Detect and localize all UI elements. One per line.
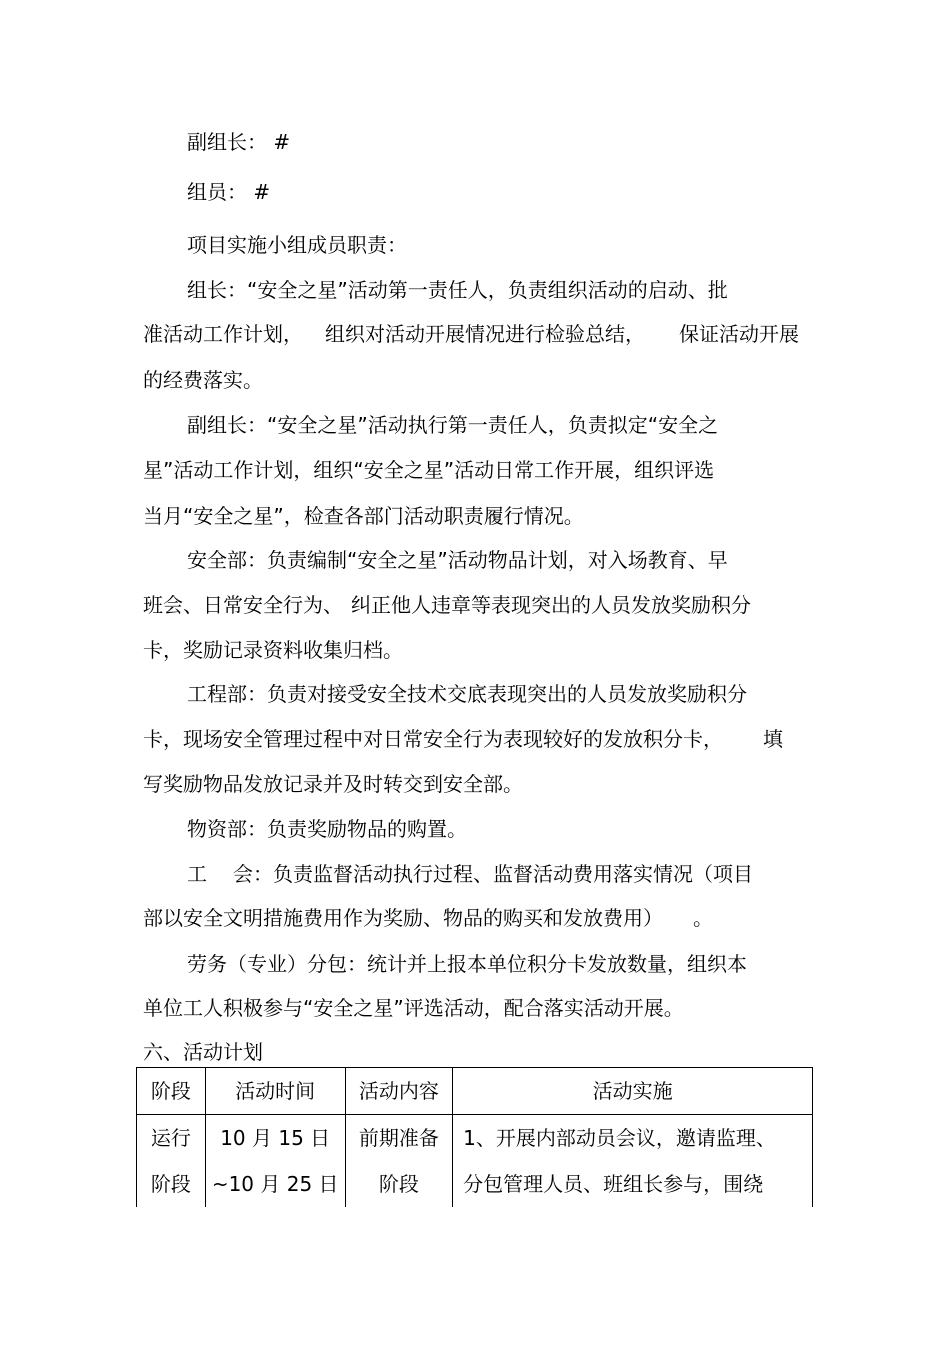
cell-time [205, 1115, 345, 1208]
header-implement: 活动实施 [453, 1068, 813, 1115]
table-row [137, 1115, 813, 1208]
union-duty-line-1-part-1: 工 [187, 862, 207, 886]
cell-stage [137, 1115, 206, 1208]
cell-content-line-2: 阶段 [378, 1172, 419, 1196]
leader-duty-line-2 [143, 320, 799, 348]
materials-duty-line: 物资部：负责奖励物品的购置。 [187, 817, 467, 841]
engineering-duty-line-3: 写奖励物品发放记录并及时转交到安全部。 [143, 772, 523, 796]
leader-duty-line-3: 的经费落实。 [143, 368, 263, 392]
cell-implement-line-2: 分包管理人员、班组长参与，围绕 [463, 1172, 764, 1196]
header-stage: 阶段 [137, 1068, 206, 1115]
engineering-duty-line-2-part-1: 卡，现场安全管理过程中对日常安全行为表现较好的发放积分卡， [143, 727, 723, 751]
duties-title: 项目实施小组成员职责： [187, 233, 407, 257]
deputy-duty-line-1: 副组长：“安全之星”活动执行第一责任人，负责拟定“安全之 [187, 413, 719, 437]
labor-duty-line-2: 单位工人积极参与“安全之星”评选活动，配合落实活动开展。 [143, 996, 684, 1020]
cell-implement [453, 1115, 813, 1208]
union-duty-line-1 [187, 860, 753, 888]
union-duty-line-2-part-1: 部以安全文明措施费用作为奖励、物品的购买和发放费用） [143, 906, 663, 930]
leader-duty-line-2-part-3: 保证活动开展 [679, 322, 799, 346]
cell-content [345, 1115, 453, 1208]
cell-implement-line-1: 1、开展内部动员会议，邀请监理、 [463, 1126, 776, 1150]
union-duty-line-2-part-2: 。 [693, 906, 713, 930]
deputy-leader-line: 副组长： # [187, 130, 291, 154]
members-line: 组员： # [187, 180, 271, 204]
deputy-duty-line-2: 星”活动工作计划，组织“安全之星”活动日常工作开展，组织评选 [143, 458, 715, 482]
engineering-duty-line-2 [143, 725, 783, 753]
engineering-duty-line-2-part-2: 填 [763, 727, 783, 751]
safety-duty-line-2-part-2: 纠正他人违章等表现突出的人员发放奖励积分 [351, 593, 751, 617]
section-title: 六、活动计划 [143, 1040, 263, 1064]
cell-stage-line-1: 运行 [150, 1126, 191, 1150]
safety-duty-line-2 [143, 591, 751, 619]
header-content: 活动内容 [345, 1068, 453, 1115]
cell-content-line-1: 前期准备 [358, 1126, 439, 1150]
header-time: 活动时间 [205, 1068, 345, 1115]
leader-duty-line-1: 组长：“安全之星”活动第一责任人，负责组织活动的启动、批 [187, 278, 728, 302]
deputy-duty-line-3: 当月“安全之星”，检查各部门活动职责履行情况。 [143, 504, 584, 528]
cell-time-line-1: 10 月 15 日 [220, 1126, 331, 1150]
table-header-row [137, 1068, 813, 1115]
safety-duty-line-1: 安全部：负责编制“安全之星”活动物品计划，对入场教育、早 [187, 548, 728, 572]
leader-duty-line-2-part-2: 组织对活动开展情况进行检验总结， [325, 322, 645, 346]
activity-plan-table [136, 1067, 813, 1207]
safety-duty-line-3: 卡，奖励记录资料收集归档。 [143, 638, 403, 662]
engineering-duty-line-1: 工程部：负责对接受安全技术交底表现突出的人员发放奖励积分 [187, 682, 747, 706]
labor-duty-line-1: 劳务（专业）分包：统计并上报本单位积分卡发放数量，组织本 [187, 952, 747, 976]
safety-duty-line-2-part-1: 班会、日常安全行为、 [143, 593, 343, 617]
cell-stage-line-2: 阶段 [150, 1172, 191, 1196]
leader-duty-line-2-part-1: 准活动工作计划， [143, 322, 303, 346]
union-duty-line-2 [143, 904, 713, 932]
union-duty-line-1-part-2: 会：负责监督活动执行过程、监督活动费用落实情况（项目 [233, 862, 753, 886]
cell-time-line-2: ~10 月 25 日 [211, 1172, 339, 1196]
